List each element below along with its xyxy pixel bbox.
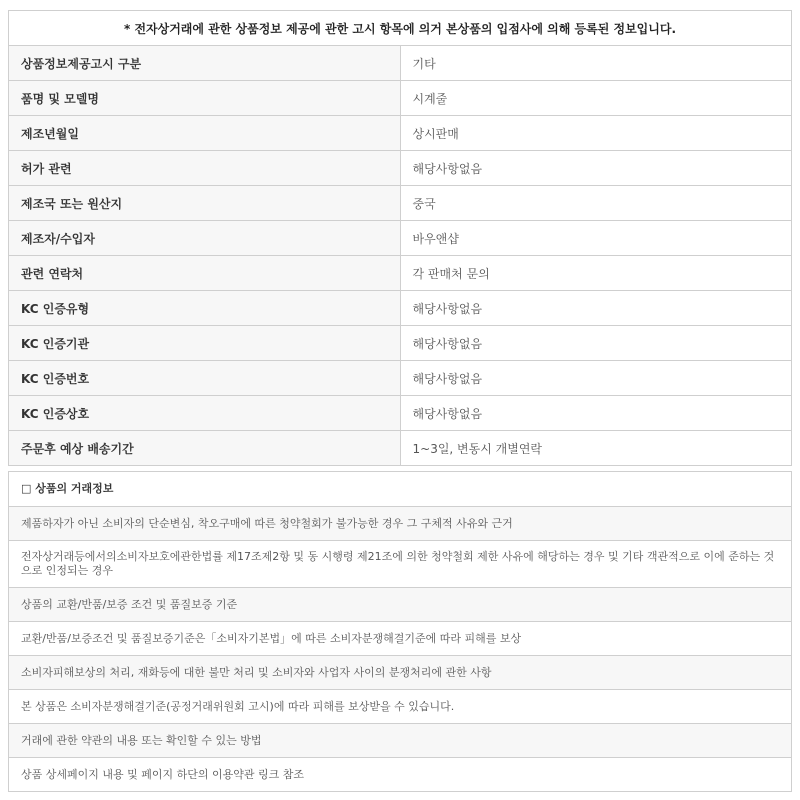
row-value: 중국: [400, 186, 792, 221]
trade-question: 제품하자가 아닌 소비자의 단순변심, 착오구매에 따른 청약철회가 불가능한 경우 그 구체적 사유와 근거: [9, 507, 792, 541]
row-label: 주문후 예상 배송기간: [9, 431, 401, 466]
trade-question: 소비자피해보상의 처리, 재화등에 대한 불만 처리 및 소비자와 사업자 사이의 분쟁처리에 관한 사항: [9, 656, 792, 690]
row-value: 각 판매처 문의: [400, 256, 792, 291]
row-label: 제조국 또는 원산지: [9, 186, 401, 221]
row-value: 해당사항없음: [400, 396, 792, 431]
trade-question-row: [9, 656, 792, 690]
table-row: [9, 186, 792, 221]
row-label: 제조년월일: [9, 116, 401, 151]
trade-answer: 교환/반품/보증조건 및 품질보증기준은「소비자기본법」에 따른 소비자분쟁해결기준에 따라 피해를 보상: [9, 622, 792, 656]
row-value: 해당사항없음: [400, 361, 792, 396]
row-value: 해당사항없음: [400, 326, 792, 361]
trade-question: 상품의 교환/반품/보증 조건 및 품질보증 기준: [9, 588, 792, 622]
table-row: [9, 151, 792, 186]
row-label: 상품정보제공고시 구분: [9, 46, 401, 81]
trade-question: 거래에 관한 약관의 내용 또는 확인할 수 있는 방법: [9, 724, 792, 758]
table-row: [9, 116, 792, 151]
trade-title: □ 상품의 거래정보: [9, 472, 792, 507]
trade-answer: 전자상거래등에서의소비자보호에관한법률 제17조제2항 및 동 시행령 제21조에 의한 청약철회 제한 사유에 해당하는 경우 및 기타 객관적으로 이에 준하는 것으로 인정되는 경우: [9, 541, 792, 588]
row-value: 바우앤샵: [400, 221, 792, 256]
trade-info-table: [8, 471, 792, 792]
trade-question-row: [9, 724, 792, 758]
trade-answer-row: [9, 541, 792, 588]
trade-answer: 본 상품은 소비자분쟁해결기준(공정거래위원회 고시)에 따라 피해를 보상받을 수 있습니다.: [9, 690, 792, 724]
row-value: 기타: [400, 46, 792, 81]
row-value: 해당사항없음: [400, 151, 792, 186]
table-row: [9, 256, 792, 291]
trade-answer-row: [9, 622, 792, 656]
notice-row: [9, 11, 792, 46]
trade-answer-row: [9, 690, 792, 724]
row-label: KC 인증유형: [9, 291, 401, 326]
row-label: KC 인증번호: [9, 361, 401, 396]
table-row: [9, 291, 792, 326]
trade-answer: 상품 상세페이지 내용 및 페이지 하단의 이용약관 링크 참조: [9, 758, 792, 792]
trade-answer-row: [9, 758, 792, 792]
row-label: KC 인증상호: [9, 396, 401, 431]
row-value: 상시판매: [400, 116, 792, 151]
row-value: 시계줄: [400, 81, 792, 116]
product-info-table: [8, 10, 792, 466]
row-label: 허가 관련: [9, 151, 401, 186]
row-label: 관련 연락처: [9, 256, 401, 291]
trade-question-row: [9, 507, 792, 541]
trade-title-row: [9, 472, 792, 507]
table-row: [9, 81, 792, 116]
row-label: KC 인증기관: [9, 326, 401, 361]
table-row: [9, 361, 792, 396]
table-row: [9, 46, 792, 81]
table-row: [9, 221, 792, 256]
trade-question-row: [9, 588, 792, 622]
table-row: [9, 431, 792, 466]
notice-header: * 전자상거래에 관한 상품정보 제공에 관한 고시 항목에 의거 본상품의 입점사에 의해 등록된 정보입니다.: [9, 11, 792, 46]
row-label: 품명 및 모델명: [9, 81, 401, 116]
row-value: 1~3일, 변동시 개별연락: [400, 431, 792, 466]
row-value: 해당사항없음: [400, 291, 792, 326]
table-row: [9, 396, 792, 431]
table-row: [9, 326, 792, 361]
row-label: 제조자/수입자: [9, 221, 401, 256]
